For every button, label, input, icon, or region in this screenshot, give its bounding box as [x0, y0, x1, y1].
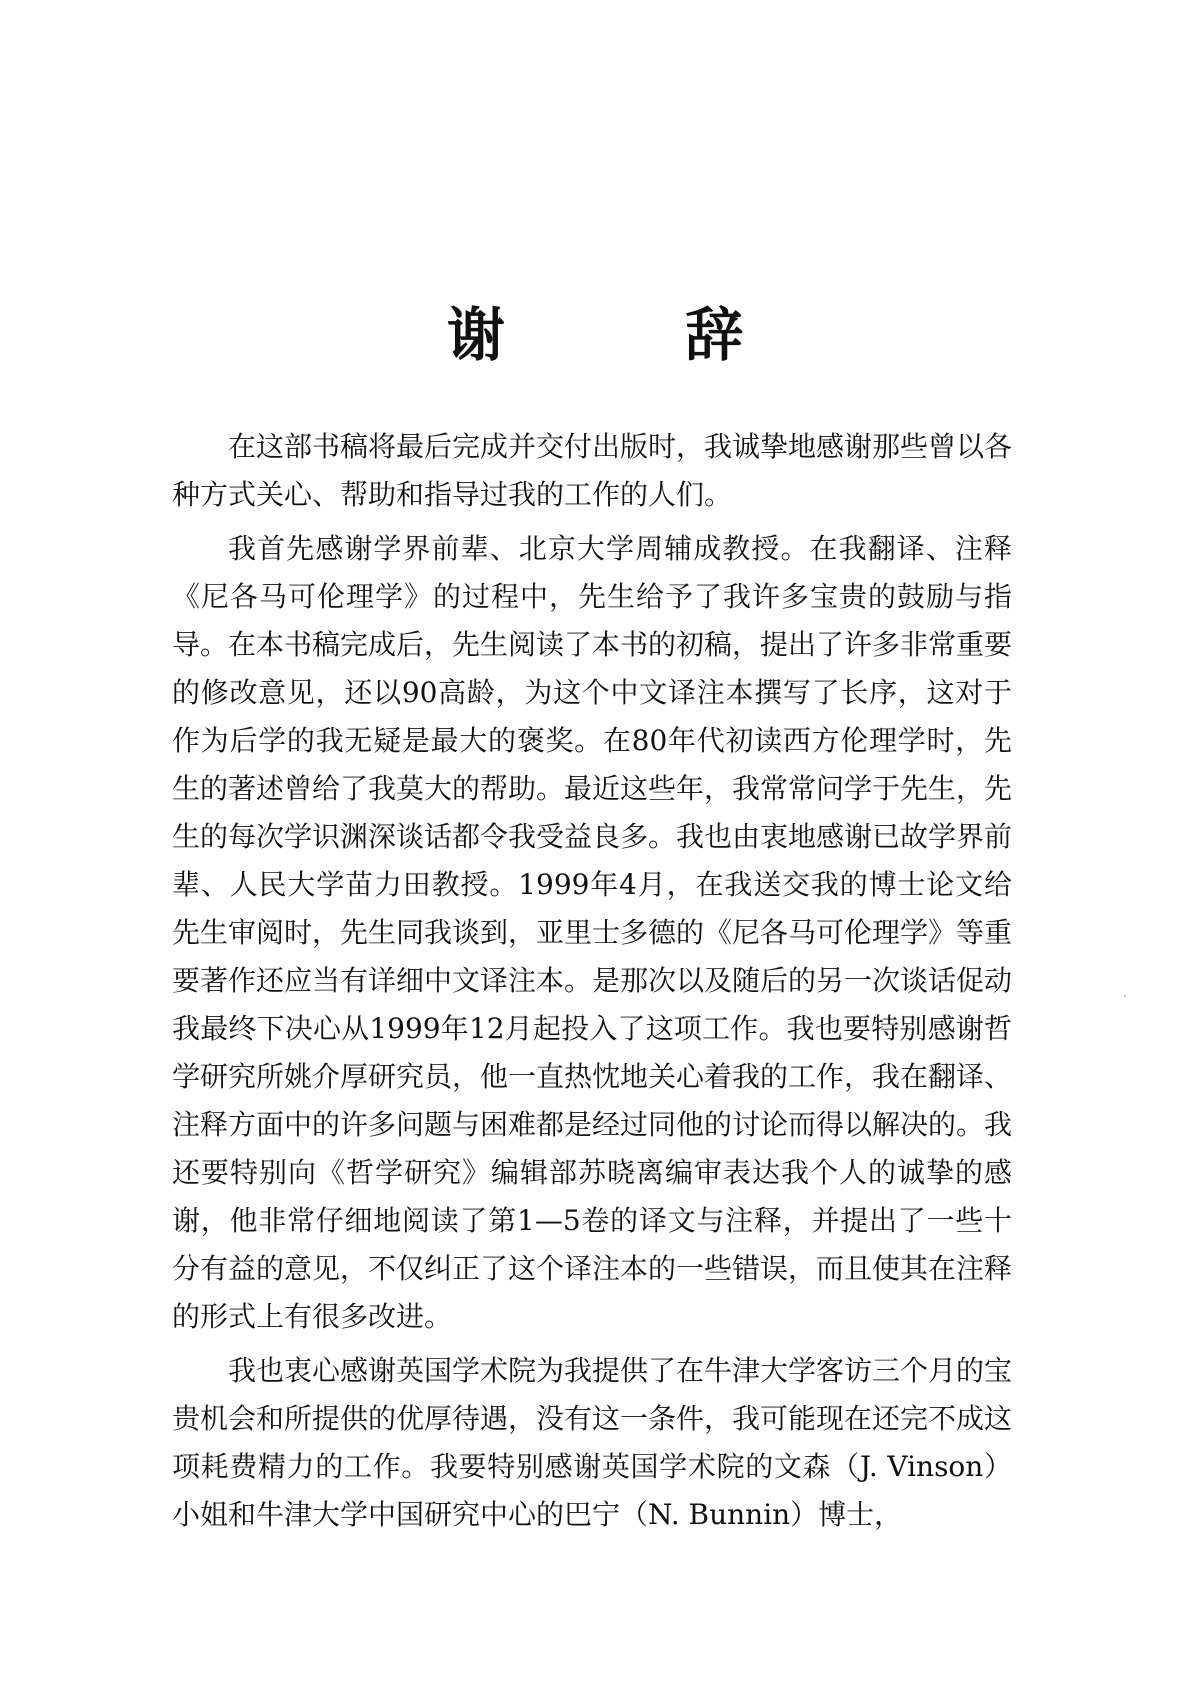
body-text [172, 423, 1012, 1545]
paragraph-1: 在这部书稿将最后完成并交付出版时，我诚挚地感谢那些曾以各种方式关心、帮助和指导过我的工作的人们。 [172, 430, 1013, 511]
page-title: 谢 辞 [446, 301, 824, 369]
scan-speck [1124, 995, 1126, 997]
paragraph-3: 我也衷心感谢英国学术院为我提供了在牛津大学客访三个月的宝贵机会和所提供的优厚待遇，没有这一条件，我可能现在还完不成这项耗费精力的工作。我要特别感谢英国学术院的文森（J. Vinson）小姐和牛津大学中国研究中心的巴宁（N. Bunnin）博士， [172, 1354, 1013, 1531]
paragraph-2: 我首先感谢学界前辈、北京大学周辅成教授。在我翻译、注释《尼各马可伦理学》的过程中，先生给予了我许多宝贵的鼓励与指导。在本书稿完成后，先生阅读了本书的初稿，提出了许多非常重要的修改意见，还以90高龄，为这个中文译注本撰写了长序，这对于作为后学的我无疑是最大的褒奖。在80年代初读西方伦理学时，先生的著述曾给了我莫大的帮助。最近这些年，我常常问学于先生，先生的每次学识渊深谈话都令我受益良多。我也由衷地感谢已故学界前辈、人民大学苗力田教授。1999年4月，在我送交我的博士论文给先生审阅时，先生同我谈到，亚里士多德的《尼各马可伦理学》等重要著作还应当有详细中文译注本。是那次以及随后的另一次谈话促动我最终下决心从1999年12月起投入了这项工作。我也要特别感谢哲学研究所姚介厚研究员，他一直热忱地关心着我的工作，我在翻译、注释方面中的许多问题与困难都是经过同他的讨论而得以解决的。我还要特别向《哲学研究》编辑部苏晓离编审表达我个人的诚挚的感谢，他非常仔细地阅读了第1—5卷的译文与注释，并提出了一些十分有益的意见，不仅纠正了这个译注本的一些错误，而且使其在注释的形式上有很多改进。 [172, 532, 1013, 1333]
